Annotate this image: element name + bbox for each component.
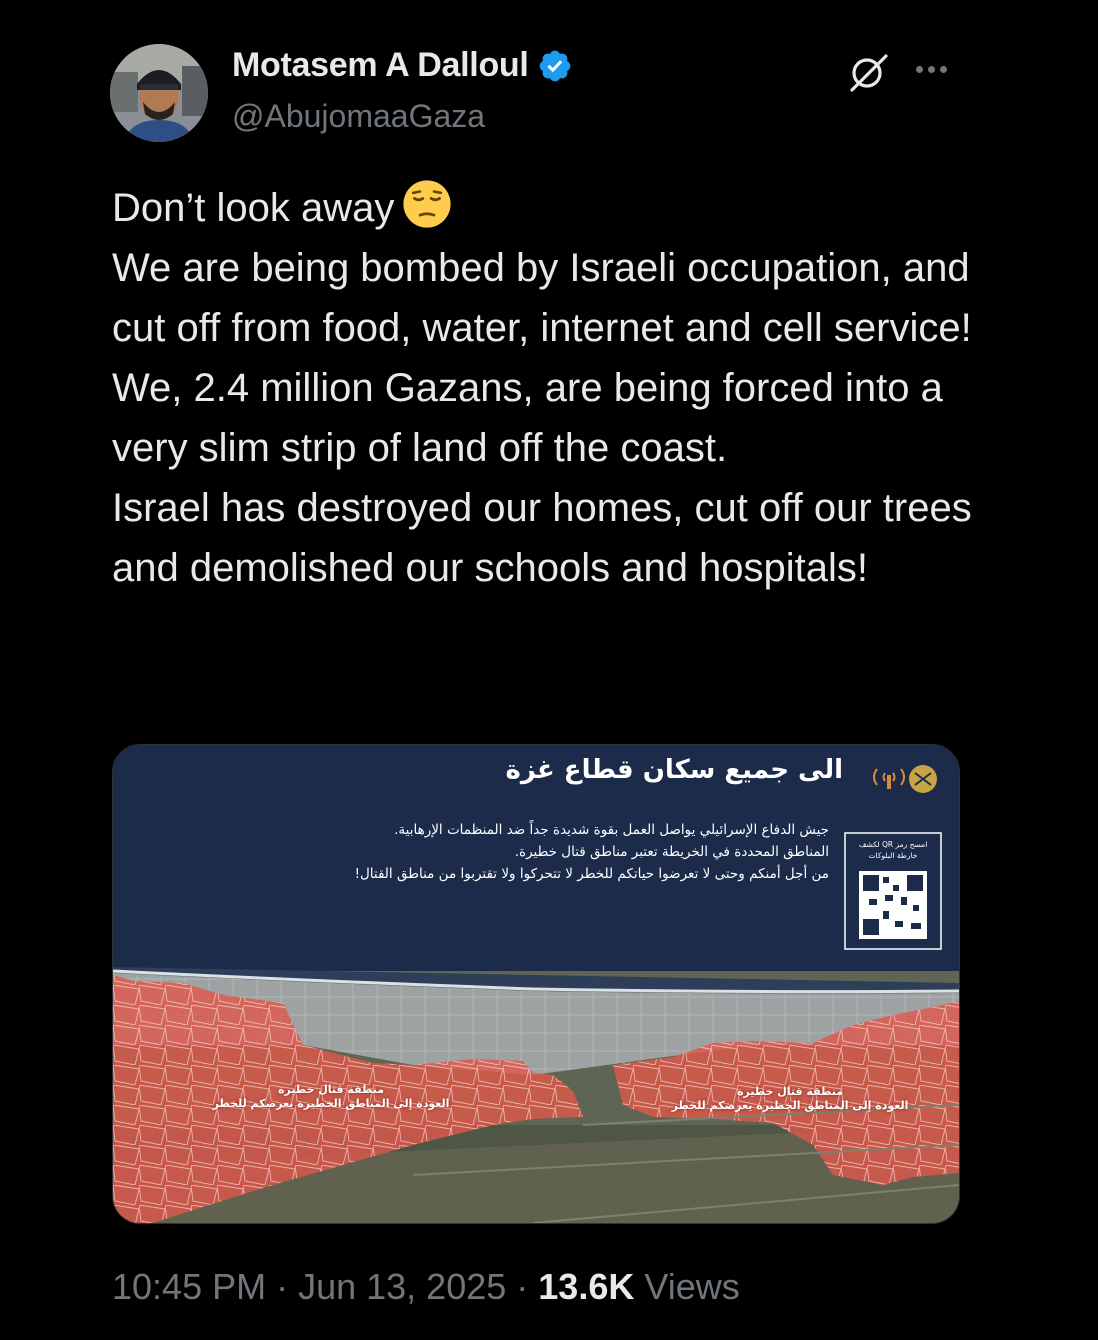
tweet-date[interactable]: Jun 13, 2025 (298, 1266, 507, 1307)
map-body-line: من أجل أمنكم وحتى لا تعرضوا حياتكم للخطر لا تتحركوا ولا تقتربوا من مناطق القتال! (354, 866, 829, 882)
evacuation-map-graphic (113, 745, 959, 1223)
qr-label-line: امسح رمز QR لكشف (858, 840, 928, 849)
map-body-line: جيش الدفاع الإسرائيلي يواصل العمل بقوة شديدة جداً ضد المنظمات الإرهابية. (394, 822, 829, 838)
map-body-text (269, 819, 829, 885)
pensive-face-icon (402, 179, 452, 229)
tweet-text (112, 178, 992, 598)
tweet-line: Don’t look away (112, 186, 395, 230)
zone-subtitle: العودة إلى المناطق الخطيرة يعرضكم للخطر (212, 1097, 450, 1110)
tweet-meta (112, 1266, 740, 1308)
qr-label-line: خارطة البلوكات (868, 851, 918, 860)
map-title: الى جميع سكان قطاع غزة (505, 755, 843, 785)
meta-separator: · (276, 1266, 289, 1307)
tweet-line: We are being bombed by Israeli occupation, and cut off from food, water, internet and cell service! (112, 246, 972, 350)
dot-icon (928, 66, 935, 73)
zone-title: منطقة قتال خطيرة (736, 1085, 844, 1098)
tweet-line: We, 2.4 million Gazans, are being forced into a very slim strip of land off the coast. (112, 366, 943, 470)
author-avatar[interactable] (110, 44, 208, 142)
map-body-line: المناطق المحددة في الخريطة تعتبر مناطق قتال خطيرة. (514, 844, 829, 860)
more-options-button[interactable] (916, 58, 956, 80)
verified-badge-icon (537, 48, 573, 84)
tweet-media-image[interactable] (112, 744, 960, 1224)
views-count[interactable]: 13.6K (538, 1266, 635, 1307)
avatar-image (110, 44, 208, 142)
dot-icon (940, 66, 947, 73)
zone-label-left (203, 1083, 459, 1111)
zone-label-right (665, 1085, 915, 1113)
grok-icon (846, 50, 890, 94)
tweet-line: Israel has destroyed our homes, cut off our trees and demolished our schools and hospitals! (112, 486, 972, 590)
tweet-time[interactable]: 10:45 PM (112, 1266, 267, 1307)
qr-label (845, 839, 941, 861)
grok-button[interactable] (846, 50, 890, 94)
meta-separator: · (516, 1266, 529, 1307)
author-handle[interactable]: @AbujomaaGaza (232, 98, 486, 134)
dot-icon (916, 66, 923, 73)
zone-title: منطقة قتال خطيرة (277, 1083, 385, 1096)
views-label: Views (644, 1266, 740, 1307)
author-name[interactable]: Motasem A Dalloul (232, 46, 529, 84)
zone-subtitle: العودة إلى المناطق الخطيرة يعرضكم للخطر (671, 1099, 909, 1112)
